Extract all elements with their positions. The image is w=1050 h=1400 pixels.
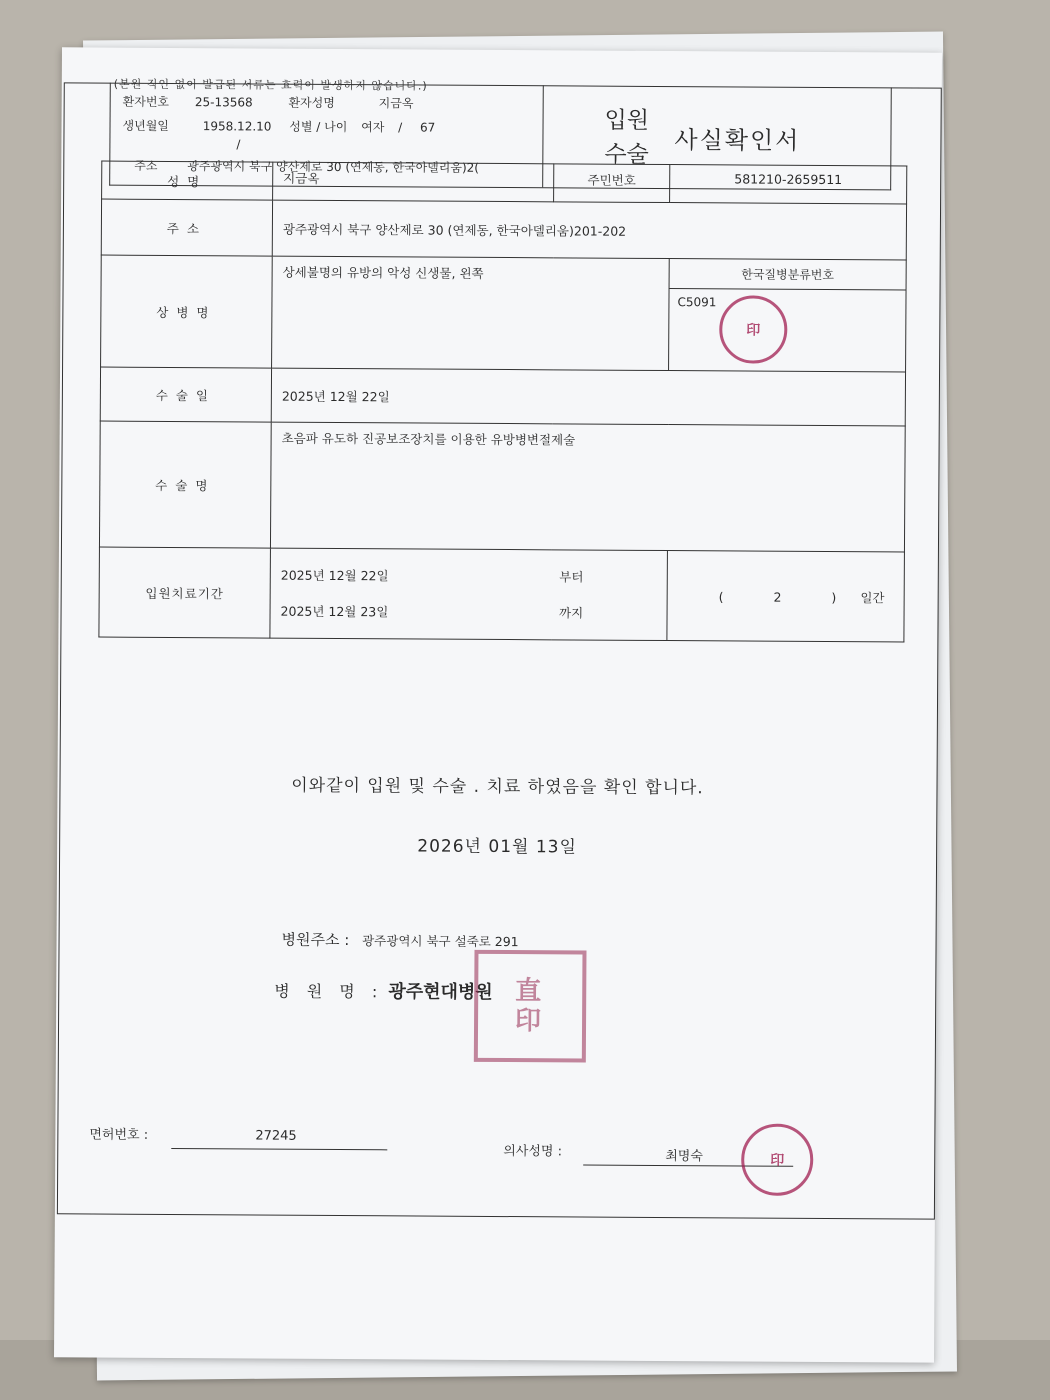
days-open-paren: ( (718, 588, 724, 604)
hospital-name-label: 병 원 명 : (274, 981, 384, 1002)
disease-code-value: C5091 (677, 295, 717, 310)
days-close-paren: ) (831, 589, 837, 605)
admission-period-label: 입원치료기간 (99, 547, 271, 638)
procedure-label: 수술명 (99, 421, 271, 548)
surgery-date-label: 수술일 (100, 367, 271, 422)
procedure-value: 초음파 유도하 진공보조장치를 이용한 유방병변절제술 (270, 422, 905, 552)
address-row-label: 주소 (101, 199, 272, 256)
name-value: 지금옥 (273, 162, 554, 202)
patient-name-value: 지금옥 (378, 96, 414, 111)
disease-code-cell (669, 259, 907, 372)
validity-notice: (본원 직인 없이 발급된 서류는 효력이 발생하지 않습니다.) (113, 77, 428, 93)
sex-value: 여자 (361, 120, 385, 135)
title-surgery: 수술 (604, 141, 649, 168)
hospital-name-value: 광주현대병원 (388, 981, 493, 1003)
period-start: 2025년 12월 22일 (280, 567, 389, 583)
days-count: 2 (773, 589, 782, 605)
doctor-seal-small: 印 (719, 295, 787, 363)
address-row-value: 광주광역시 북구 양산제로 30 (연제동, 한국아델리움)201-202 (272, 200, 906, 260)
patient-id-label: 환자번호 (122, 94, 170, 109)
separator-slash: / (398, 120, 403, 135)
sex-age-label: 성별 / 나이 (289, 119, 348, 135)
doctor-seal: 印 (741, 1123, 813, 1195)
period-from: 부터 (559, 568, 584, 585)
title-admission: 입원 (604, 107, 650, 134)
doctor-name-label: 의사성명 : (503, 1144, 563, 1160)
hospital-address-value: 광주광역시 북구 설죽로 291 (362, 933, 519, 950)
certificate-sheet (54, 47, 942, 1362)
patient-name-label: 환자성명 (288, 95, 335, 110)
period-to: 까지 (559, 604, 584, 621)
age-value: 67 (419, 120, 436, 135)
details-table (98, 158, 907, 643)
separator-slash-2: / (236, 137, 241, 152)
diagnosis-value: 상세불명의 유방의 악성 신생물, 왼쪽 (272, 256, 670, 370)
birthdate-value: 1958.12.10 (202, 119, 272, 134)
period-end: 2025년 12월 23일 (280, 603, 389, 619)
admission-days (667, 551, 905, 642)
hospital-address-label: 병원주소 : (281, 930, 350, 950)
patient-id-value: 25-13568 (194, 95, 253, 110)
license-number: 27245 (255, 1128, 297, 1144)
doctor-name: 최명숙 (665, 1149, 703, 1165)
diagnosis-label: 상병명 (101, 255, 273, 368)
name-label: 성명 (102, 161, 273, 200)
resident-number-label: 주민번호 (554, 164, 670, 203)
confirmation-statement: 이와같이 입원 및 수술 . 치료 하였음을 확인 합니다. (291, 775, 704, 799)
birthdate-label: 생년월일 (122, 118, 169, 133)
admission-period-dates (270, 548, 668, 640)
resident-number-value: 581210-2659511 (670, 165, 907, 204)
hospital-seal: 直 印 (474, 950, 587, 1063)
title-main: 사실확인서 (674, 126, 801, 155)
address-label: 주소 (134, 158, 158, 173)
issue-date: 2026년 01월 13일 (417, 836, 577, 858)
address-value: 광주광역시 북구 양산제로 30 (연제동, 한국아델리움)2( (187, 159, 480, 175)
license-label: 면허번호 : (89, 1127, 149, 1143)
surgery-date-value: 2025년 12월 22일 (271, 368, 905, 426)
days-unit: 일간 (860, 589, 885, 605)
disease-code-label: 한국질병분류번호 (670, 259, 906, 290)
